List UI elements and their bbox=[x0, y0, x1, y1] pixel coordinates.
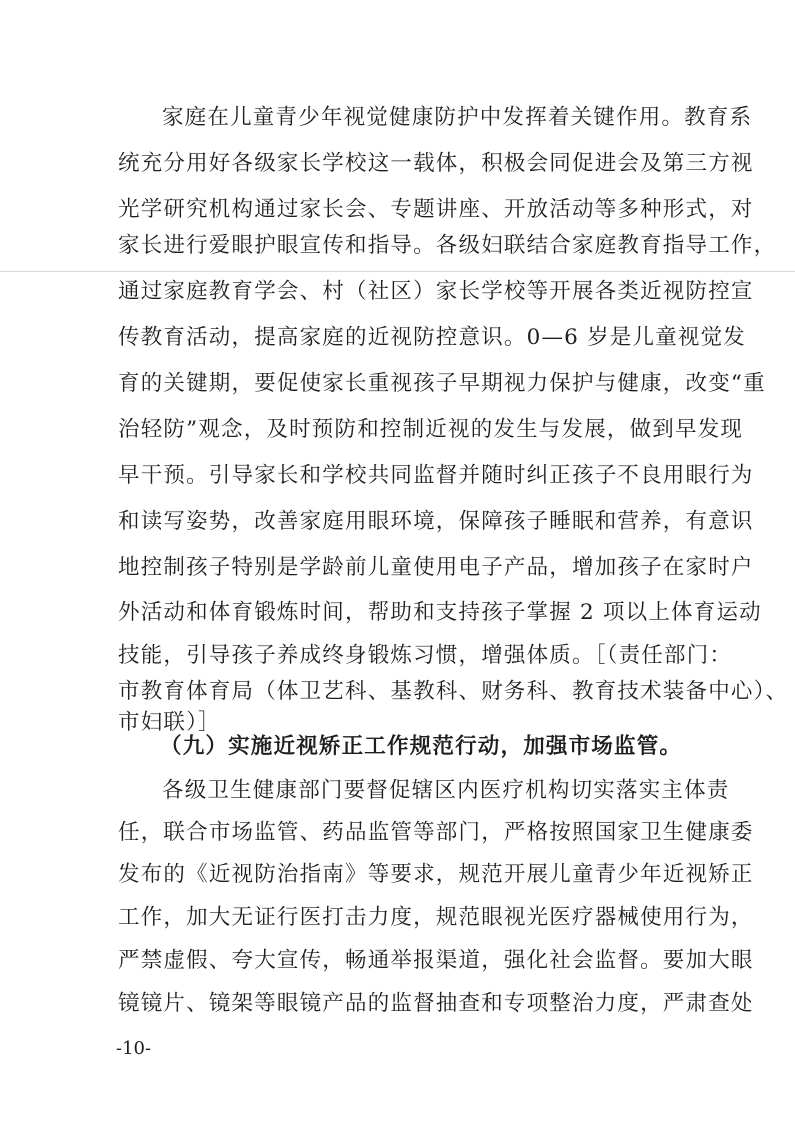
paragraph-line: 镜镜片、镜架等眼镜产品的监督抽查和专项整治力度，严肃查处 bbox=[118, 991, 754, 1016]
paragraph-line: 治轻防”观念，及时预防和控制近视的发生与发展，做到早发现 bbox=[118, 417, 744, 442]
paragraph-line: 严禁虚假、夸大宣传，畅通举报渠道，强化社会监督。要加大眼 bbox=[118, 948, 754, 973]
paragraph-line: 技能，引导孩子养成终身锻炼习惯，增强体质。［（责任部门： bbox=[118, 643, 733, 668]
paragraph-line: 市妇联）］ bbox=[118, 710, 221, 735]
paragraph-line: 统充分用好各级家长学校这一载体，积极会同促进会及第三方视 bbox=[118, 151, 754, 176]
paragraph-line: 光学研究机构通过家长会、专题讲座、开放活动等多种形式，对 bbox=[118, 197, 754, 222]
paragraph-line: 各级卫生健康部门要督促辖区内医疗机构切实落实主体责 bbox=[162, 778, 730, 803]
paragraph-line: 市教育体育局（体卫艺科、基教科、财务科、教育技术装备中心）、 bbox=[118, 679, 789, 704]
paragraph-line: 和读写姿势，改善家庭用眼环境，保障孩子睡眠和营养，有意识 bbox=[118, 509, 754, 534]
paragraph-line: 外活动和体育锻炼时间，帮助和支持孩子掌握 2 项以上体育运动 bbox=[118, 600, 762, 625]
section-heading: （九）实施近视矫正工作规范行动，加强市场监管。 bbox=[160, 734, 683, 759]
paragraph-line: 工作，加大无证行医打击力度，规范眼视光医疗器械使用行为， bbox=[118, 905, 754, 930]
paragraph-line: 传教育活动，提高家庭的近视防控意识。0—6 岁是儿童视觉发 bbox=[118, 325, 746, 350]
paragraph-line: 育的关键期，要促使家长重视孩子早期视力保护与健康，改变“重 bbox=[118, 371, 766, 396]
paragraph-line: 通过家庭教育学会、村（社区）家长学校等开展各类近视防控宣 bbox=[118, 279, 754, 304]
paragraph-line: 家长进行爱眼护眼宣传和指导。各级妇联结合家庭教育指导工作， bbox=[118, 233, 777, 258]
page-number: -10- bbox=[116, 1038, 152, 1059]
paragraph-line: 地控制孩子特别是学龄前儿童使用电子产品，增加孩子在家时户 bbox=[118, 555, 754, 580]
paragraph-line: 家庭在儿童青少年视觉健康防护中发挥着关键作用。教育系 bbox=[162, 105, 753, 130]
paragraph-line: 任，联合市场监管、药品监管等部门，严格按照国家卫生健康委 bbox=[118, 820, 754, 845]
paragraph-line: 发布的《近视防治指南》等要求，规范开展儿童青少年近视矫正 bbox=[118, 862, 754, 887]
paragraph-line: 早干预。引导家长和学校共同监督并随时纠正孩子不良用眼行为 bbox=[118, 463, 754, 488]
